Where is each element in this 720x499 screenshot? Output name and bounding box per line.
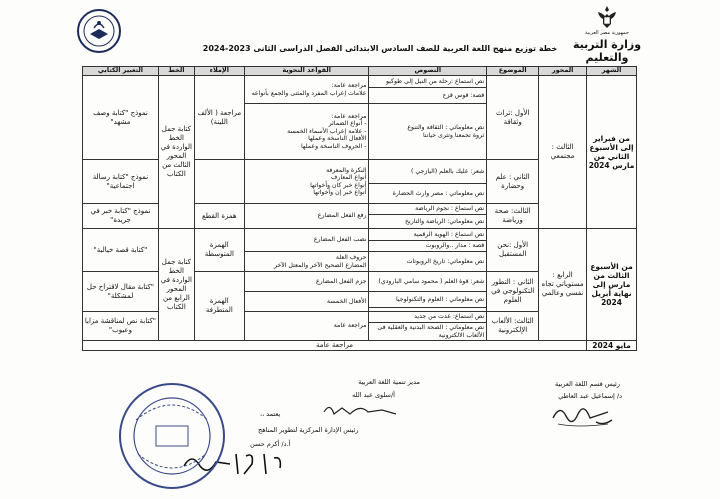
text-cell — [369, 104, 487, 160]
table-row — [83, 76, 637, 88]
grammar-line: علامات إعراب المفرد والمثنى والجمع بأنواعه — [251, 89, 367, 97]
eagle-emblem-icon — [594, 4, 620, 30]
month-cell: مايو 2024 — [587, 341, 637, 351]
column-header: الإملاء — [194, 67, 244, 76]
axis-cell: الثالث : مجتمعي — [539, 76, 587, 229]
dictation-cell: الهمزة المتطرفة — [194, 272, 244, 341]
grammar-cell — [244, 76, 369, 104]
column-header: القواعد النحوية — [244, 67, 369, 76]
column-header: النصوص — [369, 67, 487, 76]
grammar-cell: جزم الفعل المضارع — [244, 272, 369, 292]
chief-label: رئيس الإدارة المركزية لتطوير المناهج — [258, 426, 359, 434]
text-cell: نص معلوماتي : مصر وارث الحضارة — [369, 184, 487, 204]
text-cell: نص معلوماتي: تاريخ الروبوتات — [369, 252, 487, 272]
table-row — [83, 229, 637, 241]
topic-cell: الثالث: صحة ورياضة — [487, 204, 539, 229]
column-header: الموضوع — [487, 67, 539, 76]
grammar-line: المضارع الصحيح الآخر والمعتل الآخر — [273, 261, 367, 269]
grammar-line: - أنواع الضمائر — [328, 120, 367, 128]
text-cell: قصة : مدار ..والروبوت — [369, 241, 487, 252]
ministry-top-text: جمهورية مصر العربية — [585, 30, 629, 36]
director-label: مدير تنمية اللغة العربية — [358, 378, 420, 386]
ministry-name: وزارة التربية والتعليم — [572, 38, 642, 64]
grammar-line: مراجعة عامة: — [331, 82, 367, 89]
writing-cell: نموذج "كتابة وصف مشهد" — [83, 76, 159, 160]
grammar-cell: رفع الفعل المضارع — [244, 204, 369, 229]
head-signature-icon — [548, 396, 618, 430]
director-name: أ/سلوى عبد الله — [352, 391, 395, 399]
dictation-cell: مراجعة ( الألف اللينة) — [194, 76, 244, 160]
topic-cell: الثاني : علم وحضارة — [487, 160, 539, 204]
head-name: د/ إسماعيل عبد العاطي — [558, 392, 622, 400]
curriculum-table — [82, 66, 637, 351]
grammar-line: أنواع خبر إن وأخواتها — [313, 189, 367, 196]
grammar-line: النكرة والمعرفة — [326, 166, 367, 174]
handwriting-cell: كتابة جمل الخط الواردة في المحور الثالث من الكتاب — [158, 76, 194, 229]
text-cell: نص استماع :رحلة من النيل إلى طوكيو — [369, 76, 487, 88]
writing-cell: "كتابة نص لمناقشة مزايا وعيوب" — [83, 312, 159, 341]
text-cell: نص استماع : الهوية الرقمية — [369, 229, 487, 241]
text-cell: نص معلوماتي: الرياضة والتاريخ — [369, 215, 487, 229]
ministry-logo — [572, 4, 642, 64]
head-label: رئيس قسم اللغة العربية — [555, 380, 620, 388]
grammar-cell — [244, 104, 369, 160]
text-cell: نص معلوماتي : الصحة البدنية والعقلية فى الألعاب الالكترونية — [369, 323, 487, 341]
text-cell: شعر: عليك بالعلم (اليازجي ) — [369, 160, 487, 184]
axis-cell: الرابع : مستوياتي تجاه نفسي وعالمي — [539, 229, 587, 341]
table-row — [83, 341, 637, 351]
writing-cell: نموذج "كتابة خبر في جريدة" — [83, 204, 159, 229]
column-header: التعبير الكتابي — [83, 67, 159, 76]
grammar-cell: مراجعة عامة — [244, 312, 369, 341]
dictation-cell: همزة القطع — [194, 204, 244, 229]
column-header: المحور — [539, 67, 587, 76]
month-cell: من فبراير إلى الأسبوع الثاني من مارس 2024 — [587, 76, 637, 229]
grammar-cell: الأفعال الخمسة — [244, 292, 369, 312]
text-line: نص معلوماتي : الثقافة والتنوع — [407, 124, 485, 131]
official-stamp-icon — [116, 380, 228, 492]
text-cell: نص استماع: عدت من جديد — [369, 312, 487, 323]
topic-cell: الثالث: الألعاب الإلكترونية — [487, 312, 539, 341]
grammar-line: مراجعة عامة: — [331, 112, 367, 120]
dictation-cell: الهمزة المتوسطة — [194, 229, 244, 272]
text-line: ثروة تجمعنا وتثرى حياتنا — [423, 131, 485, 139]
grammar-line: أنواع المعارف — [330, 174, 367, 181]
grammar-cell: نصب الفعل المضارع — [244, 229, 369, 252]
chief-name: أ.د/ أكرم حسن — [250, 440, 291, 448]
grammar-cell — [244, 252, 369, 272]
text-cell: نص معلوماتي : العلوم والتكنولوجيا — [369, 292, 487, 308]
curriculum-center-logo-icon — [76, 8, 122, 54]
dictation-cell — [194, 160, 244, 204]
table-header-row — [83, 67, 637, 76]
writing-cell: "كتابة مقال لاقتراح حل لمشكلة" — [83, 272, 159, 312]
handwriting-cell: كتابة جمل الخط الواردة في المحور الرابع من الكتاب — [158, 229, 194, 341]
grammar-line: حروف العلة — [335, 254, 367, 261]
column-header: الشهر — [587, 67, 637, 76]
text-cell: نص استماع : نجوم الرياضة — [369, 204, 487, 215]
topic-cell: الأول :تراث وثقافة — [487, 76, 539, 160]
approval-text: يعتمد ،، — [260, 410, 281, 418]
column-header: الخط — [158, 67, 194, 76]
text-cell: شعر: قوة العلم ( محمود سامي البارودي) — [369, 272, 487, 292]
director-signature-icon — [320, 398, 400, 424]
grammar-cell — [244, 160, 369, 204]
writing-cell: "كتابة قصة خيالية" — [83, 229, 159, 272]
text-cell: قصة: قوس قزح — [369, 88, 487, 104]
page-title: خطة توزيع منهج اللغة العربية للصف السادس الابتدائى الفصل الدراسى الثانى 2023-2024 — [202, 44, 558, 53]
grammar-line: الأفعال الناسخة وعملها — [308, 135, 367, 143]
topic-cell: الأول :نحن المستقبل — [487, 229, 539, 272]
review-cell: مراجعة عامة — [83, 341, 587, 351]
grammar-line: أنواع خبر كان وأخواتها — [310, 181, 367, 189]
grammar-line: - الحروف الناسخة وعملها — [301, 142, 367, 150]
month-cell: من الأسبوع الثالث من مارس إلى نهاية أبريل 2024 — [587, 229, 637, 341]
grammar-line: - علامة إعراب الأسماء الخمسة — [287, 127, 367, 135]
topic-cell: الثاني : التطور التكنولوجي في العلوم — [487, 272, 539, 312]
writing-cell: نموذج "كتابة رسالة اجتماعية" — [83, 160, 159, 204]
